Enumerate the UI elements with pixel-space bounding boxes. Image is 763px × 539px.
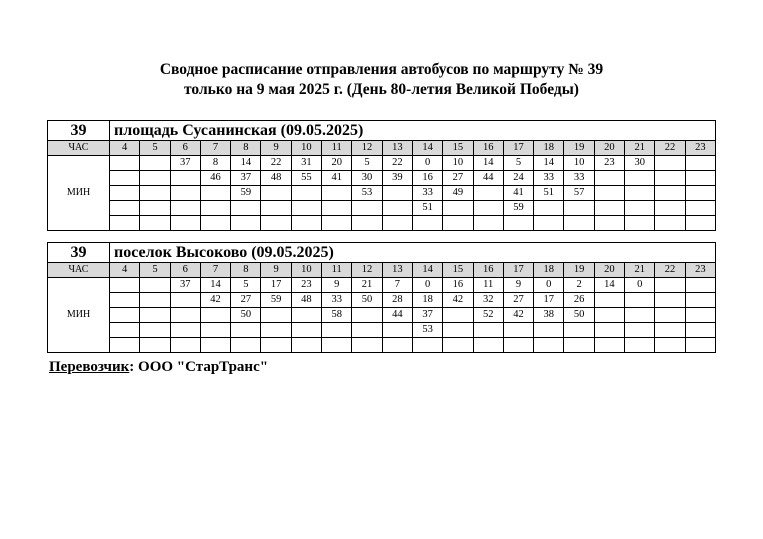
hour-cell: 11 [322,263,352,278]
hour-cell: 13 [382,263,412,278]
minute-cell [140,216,170,231]
minute-cell [140,308,170,323]
minute-cell: 33 [534,171,564,186]
minute-cell: 8 [200,156,230,171]
minute-cell: 39 [382,171,412,186]
minute-cell [655,156,685,171]
minute-cell [655,186,685,201]
minute-cell: 9 [322,278,352,293]
minute-cell [110,338,140,353]
carrier-line [49,357,268,377]
minute-cell: 21 [352,278,382,293]
minute-cell: 30 [625,156,655,171]
minute-cell: 9 [503,278,533,293]
minute-cell: 33 [412,186,442,201]
minute-cell: 0 [534,278,564,293]
hour-cell: 11 [322,141,352,156]
minute-cell: 14 [200,278,230,293]
minute-cell [443,216,473,231]
minute-label: МИН [48,278,110,353]
minute-cell [261,308,291,323]
stop-name: поселок Высоково (09.05.2025) [110,243,716,263]
minute-cell [685,338,715,353]
minute-cell: 14 [473,156,503,171]
minute-cell [564,338,594,353]
minute-cell: 37 [170,156,200,171]
hour-cell: 15 [443,263,473,278]
minute-cell [231,216,261,231]
minute-cell [322,201,352,216]
hour-cell: 5 [140,263,170,278]
minute-cell: 50 [564,308,594,323]
minute-cell [594,338,624,353]
minute-cell [382,216,412,231]
minute-cell [352,308,382,323]
minute-cell [110,171,140,186]
minute-cell [352,216,382,231]
minute-cell: 48 [291,293,321,308]
hour-cell: 19 [564,141,594,156]
minute-cell: 0 [412,278,442,293]
stop-name: площадь Сусанинская (09.05.2025) [110,121,716,141]
minute-cell [291,308,321,323]
minute-cell [200,201,230,216]
minute-cell [412,338,442,353]
minute-cell [110,308,140,323]
minute-cell [322,338,352,353]
minute-cell: 17 [534,293,564,308]
minute-cell: 0 [625,278,655,293]
minute-cell: 14 [534,156,564,171]
minute-cell: 2 [564,278,594,293]
route-number: 39 [48,121,110,141]
minute-cell: 16 [412,171,442,186]
hour-cell: 20 [594,141,624,156]
minute-cell [352,201,382,216]
minute-cell [291,201,321,216]
minute-cell: 55 [291,171,321,186]
route-number: 39 [48,243,110,263]
hours-row [48,263,716,278]
hour-cell: 18 [534,141,564,156]
minute-cell: 59 [261,293,291,308]
minute-cell [655,338,685,353]
minute-cell [443,338,473,353]
minute-cell [503,323,533,338]
minute-cell [382,323,412,338]
minute-cell [655,171,685,186]
minute-cell [594,186,624,201]
minute-cell [625,171,655,186]
minute-cell [594,171,624,186]
minute-cell [231,201,261,216]
minute-cell: 57 [564,186,594,201]
minute-cell [594,323,624,338]
minute-cell [594,216,624,231]
table-header-row [48,243,716,263]
minute-cell [291,186,321,201]
minute-cell: 0 [412,156,442,171]
minute-cell [110,278,140,293]
minute-cell: 22 [382,156,412,171]
minute-cell [140,278,170,293]
minute-cell [503,338,533,353]
minute-cell: 53 [412,323,442,338]
minute-cell [382,338,412,353]
minute-cell [685,171,716,186]
minutes-row [48,156,716,171]
minute-cell [140,171,170,186]
minutes-row [48,293,716,308]
minute-cell [685,201,716,216]
minute-cell: 44 [382,308,412,323]
minute-cell [170,171,200,186]
minute-cell: 16 [443,278,473,293]
minute-cell: 37 [170,278,200,293]
hour-cell: 12 [352,263,382,278]
minute-cell [382,201,412,216]
minute-cell [534,338,564,353]
minute-cell: 5 [503,156,533,171]
minutes-row [48,186,716,201]
hour-cell: 18 [534,263,564,278]
hour-cell: 6 [170,263,200,278]
minute-cell [231,323,261,338]
hour-cell: 7 [200,263,230,278]
minute-cell: 49 [443,186,473,201]
minute-cell [170,201,200,216]
hour-cell: 17 [503,263,533,278]
minute-cell: 59 [503,201,533,216]
minute-cell: 50 [352,293,382,308]
minute-cell [443,201,473,216]
minutes-row [48,308,716,323]
hour-cell: 23 [685,263,715,278]
minute-cell [443,308,473,323]
hour-cell: 14 [412,263,442,278]
hour-cell: 19 [564,263,594,278]
minute-cell: 52 [473,308,503,323]
minutes-row [48,216,716,231]
minute-cell [200,323,230,338]
minute-cell [140,201,170,216]
hour-cell: 22 [655,263,685,278]
hour-cell: 9 [261,263,291,278]
hour-label: ЧАС [48,263,110,278]
minute-cell: 5 [352,156,382,171]
minute-cell [685,216,716,231]
minute-label: МИН [48,156,110,231]
minute-cell: 7 [382,278,412,293]
minute-cell: 32 [473,293,503,308]
minute-cell: 18 [412,293,442,308]
minute-cell [140,293,170,308]
minute-cell [140,338,170,353]
hour-cell: 16 [473,141,503,156]
minute-cell [685,293,715,308]
minute-cell [655,293,685,308]
minute-cell [352,323,382,338]
hour-cell: 15 [443,141,473,156]
minute-cell [261,338,291,353]
hour-label: ЧАС [48,141,110,156]
minutes-row [48,278,716,293]
minute-cell [200,338,230,353]
minute-cell: 23 [594,156,624,171]
minute-cell [200,216,230,231]
minute-cell [443,323,473,338]
hour-cell: 4 [110,263,140,278]
carrier-separator: : [129,359,139,375]
minute-cell: 53 [352,186,382,201]
carrier-name: ООО "СтарТранс" [138,359,269,375]
minute-cell [352,338,382,353]
minutes-row [48,338,716,353]
minute-cell: 48 [261,171,291,186]
minute-cell [594,293,624,308]
minute-cell [655,323,685,338]
minute-cell: 26 [564,293,594,308]
minute-cell [625,323,655,338]
hours-row [48,141,716,156]
hour-cell: 9 [261,141,291,156]
minute-cell [685,278,715,293]
minute-cell [322,186,352,201]
minute-cell [685,186,716,201]
minute-cell [110,216,140,231]
hour-cell: 10 [291,141,321,156]
minute-cell [291,323,321,338]
minute-cell [170,293,200,308]
minute-cell: 27 [503,293,533,308]
minute-cell: 27 [443,171,473,186]
minute-cell [261,216,291,231]
minute-cell [200,308,230,323]
hour-cell: 22 [655,141,685,156]
schedule-table-vysokovo [47,242,716,353]
minute-cell [625,338,655,353]
minute-cell: 11 [473,278,503,293]
minute-cell: 23 [291,278,321,293]
minute-cell [564,216,594,231]
minutes-row [48,171,716,186]
hour-cell: 8 [231,141,261,156]
hour-cell: 10 [291,263,321,278]
hour-cell: 21 [625,263,655,278]
carrier-label: Перевозчик [49,359,130,375]
minute-cell [110,201,140,216]
minute-cell: 5 [231,278,261,293]
minute-cell [261,323,291,338]
minute-cell [140,156,170,171]
minute-cell: 41 [322,171,352,186]
hour-cell: 13 [382,141,412,156]
minute-cell: 31 [291,156,321,171]
minute-cell [110,186,140,201]
minute-cell: 22 [261,156,291,171]
minute-cell: 42 [443,293,473,308]
minute-cell [291,338,321,353]
minute-cell [140,186,170,201]
minute-cell [322,323,352,338]
schedule-title-line-2: только на 9 мая 2025 г. (День 80-летия Великой Победы) [184,81,579,98]
minute-cell [625,186,655,201]
minute-cell: 42 [200,293,230,308]
minute-cell: 28 [382,293,412,308]
minutes-row [48,323,716,338]
minute-cell [110,156,140,171]
hour-cell: 20 [594,263,624,278]
schedule-table-susaninskaya [47,120,716,231]
minute-cell [473,201,503,216]
minute-cell [473,338,503,353]
minute-cell [473,216,503,231]
hour-cell: 14 [412,141,442,156]
table-header-row [48,121,716,141]
minute-cell [170,308,200,323]
minute-cell: 50 [231,308,261,323]
minute-cell [170,216,200,231]
minutes-row [48,201,716,216]
minute-cell [685,323,715,338]
hour-cell: 6 [170,141,200,156]
minute-cell [291,216,321,231]
minute-cell: 33 [322,293,352,308]
minute-cell: 10 [443,156,473,171]
minute-cell [625,216,655,231]
hour-cell: 16 [473,263,503,278]
minute-cell [625,293,655,308]
minute-cell [110,323,140,338]
minute-cell [503,216,533,231]
minute-cell [261,201,291,216]
hour-cell: 4 [110,141,140,156]
minute-cell: 33 [564,171,594,186]
schedule-title-line-1: Сводное расписание отправления автобусов по маршруту № 39 [159,61,604,78]
minute-cell: 51 [412,201,442,216]
hour-cell: 5 [140,141,170,156]
minute-cell [231,338,261,353]
minute-cell: 10 [564,156,594,171]
minute-cell [534,323,564,338]
minute-cell: 37 [412,308,442,323]
minute-cell: 38 [534,308,564,323]
minute-cell [170,323,200,338]
minute-cell: 24 [503,171,533,186]
minute-cell [170,338,200,353]
minute-cell [412,216,442,231]
minute-cell: 14 [231,156,261,171]
minute-cell [534,216,564,231]
minute-cell: 30 [352,171,382,186]
minute-cell [564,323,594,338]
minute-cell: 17 [261,278,291,293]
minute-cell [534,201,564,216]
minute-cell [140,323,170,338]
minute-cell [685,156,716,171]
minute-cell: 46 [200,171,230,186]
minute-cell [110,293,140,308]
hour-cell: 8 [231,263,261,278]
minute-cell [564,201,594,216]
minute-cell [473,323,503,338]
minute-cell [625,308,655,323]
minute-cell [200,186,230,201]
minute-cell [473,186,503,201]
minute-cell [685,308,715,323]
hour-cell: 12 [352,141,382,156]
minute-cell: 58 [322,308,352,323]
minute-cell [655,278,685,293]
minute-cell [382,186,412,201]
minute-cell: 14 [594,278,624,293]
minute-cell [655,201,685,216]
minute-cell [655,308,685,323]
minute-cell [625,201,655,216]
minute-cell [655,216,685,231]
hour-cell: 17 [503,141,533,156]
hour-cell: 7 [200,141,230,156]
minute-cell: 42 [503,308,533,323]
hour-cell: 23 [685,141,716,156]
minute-cell: 41 [503,186,533,201]
hour-cell: 21 [625,141,655,156]
minute-cell [322,216,352,231]
minute-cell [170,186,200,201]
minute-cell: 59 [231,186,261,201]
minute-cell: 20 [322,156,352,171]
minute-cell: 44 [473,171,503,186]
minute-cell: 51 [534,186,564,201]
minute-cell [594,201,624,216]
minute-cell [594,308,624,323]
minute-cell [261,186,291,201]
minute-cell: 27 [231,293,261,308]
minute-cell: 37 [231,171,261,186]
